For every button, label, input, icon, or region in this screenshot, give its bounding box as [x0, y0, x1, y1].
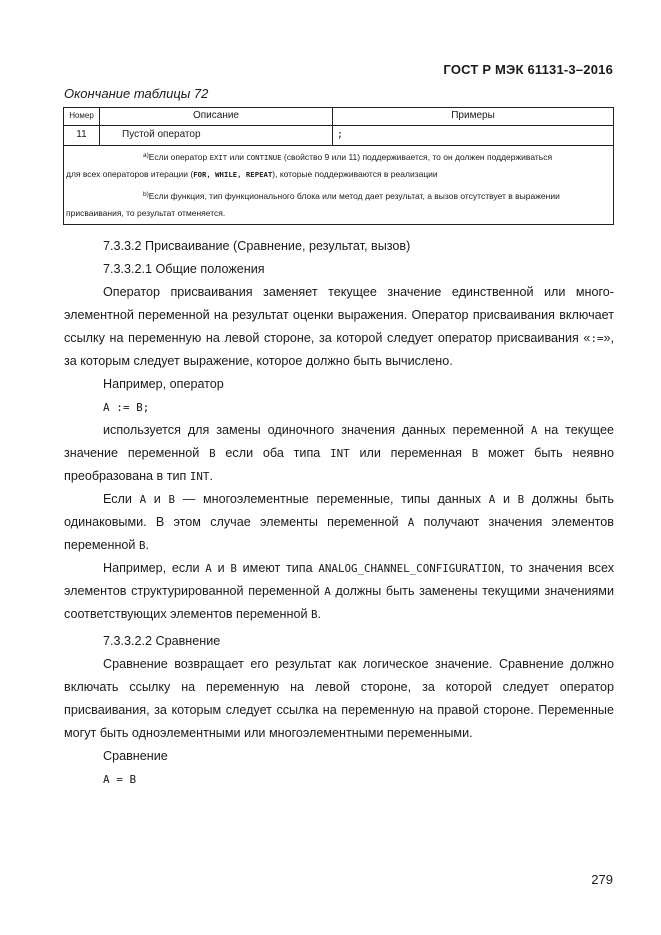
- code-span: B: [168, 493, 176, 506]
- text-span: или переменная: [349, 446, 472, 460]
- footnote-b-text: Если функция, тип функционального блока или метод дает результат, а вызов отсутствует в выражении: [148, 191, 560, 201]
- code-span: A: [205, 562, 212, 575]
- document-id: ГОСТ Р МЭК 61131-3–2016: [443, 62, 613, 77]
- row-example: ;: [337, 129, 344, 140]
- code-span: B: [209, 447, 216, 460]
- text-span: Например, если: [103, 561, 206, 575]
- table-header-row: [64, 108, 613, 126]
- code-span: B: [311, 608, 318, 621]
- header-description: Описание: [100, 108, 333, 125]
- text-span: и: [495, 492, 518, 506]
- paragraph: [64, 557, 614, 626]
- footnote-a-code-exit: EXIT: [209, 153, 228, 162]
- row-number: 11: [64, 126, 100, 145]
- code-span: B: [517, 493, 525, 506]
- table-72: [63, 107, 614, 225]
- footnote-a-text: для всех операторов итерации (: [66, 169, 194, 179]
- footnote-a-code-loops: FOR, WHILE, REPEAT: [193, 170, 273, 179]
- paragraph: [64, 281, 614, 373]
- main-text: [64, 235, 614, 791]
- code-span: INT: [330, 447, 350, 460]
- row-description: Пустой оператор: [100, 126, 333, 145]
- text-span: используется для замены одиночного значения данных переменной: [103, 423, 531, 437]
- footnote-a-text: ), которые поддерживаются в реализации: [272, 169, 438, 179]
- paragraph: [64, 419, 614, 488]
- footnote-b-cont: присваивания, то результат отменяется.: [66, 208, 226, 218]
- text-span: может быть неявно преобразована в тип: [64, 446, 614, 483]
- code-span: B: [230, 562, 237, 575]
- code-span: A: [488, 493, 496, 506]
- code-span: A: [324, 585, 331, 598]
- section-heading-73321: 7.3.3.2.1 Общие положения: [103, 262, 265, 276]
- code-span: A: [407, 516, 415, 529]
- code-span: B: [138, 539, 146, 552]
- footnote-a-cont: [66, 166, 560, 183]
- text-span: .: [209, 469, 213, 483]
- code-span: :=: [590, 332, 604, 345]
- text-span: .: [145, 538, 149, 552]
- footnote-a: [66, 147, 560, 166]
- text-span: , то значения всех элементов структурированной переменной: [64, 561, 614, 598]
- code-span: A: [139, 493, 147, 506]
- text-span: и: [211, 561, 231, 575]
- footnote-b: [66, 186, 560, 205]
- text-span: на текущее значение переменной: [64, 423, 614, 460]
- footnotes-block: [66, 147, 560, 222]
- footnote-a-text: Если оператор: [148, 152, 210, 162]
- paragraph: Сравнение возвращает его результат как логическое значение. Сравнение должно включать ссылку на переменную на левой стороне, за которой следует оператор присваивания, за которым следует ссылка на переменную на правой стороне. Переменные могут быть одноэлементными или многоэлементными переменными.: [64, 657, 614, 740]
- text-span: Если: [103, 492, 140, 506]
- footnote-b-marker: b): [143, 191, 149, 198]
- text-span: Оператор присваивания заменяет текущее значение единственной или многоэлементной переменной на результат оценки выражения. Оператор присваивания включает ссылку на переменную на левой стороне, за которой следует оператор присваивания «: [64, 285, 614, 345]
- code-line: A = B: [103, 773, 137, 786]
- code-span: A: [530, 424, 538, 437]
- text-span: если оба типа: [215, 446, 331, 460]
- code-span: ANALOG_CHANNEL_CONFIGURATION: [318, 562, 501, 575]
- header-examples: Примеры: [451, 110, 495, 121]
- footnote-a-text: или: [227, 152, 247, 162]
- page-number: 279: [591, 872, 613, 887]
- paragraph: Например, оператор: [103, 377, 224, 391]
- table-footnotes: [64, 146, 613, 224]
- text-span: имеют типа: [236, 561, 319, 575]
- section-heading-73322: 7.3.3.2.2 Сравнение: [103, 634, 221, 648]
- paragraph: Сравнение: [103, 749, 168, 763]
- footnote-a-text: (свойство 9 или 11) поддерживается, то он должен поддерживаться: [281, 152, 553, 162]
- text-span: .: [317, 607, 322, 621]
- paragraph: [64, 488, 614, 557]
- footnote-a-marker: a): [143, 152, 149, 159]
- text-span: должны быть одинаковыми. В этом случае элементы переменной: [64, 492, 614, 529]
- code-span: INT: [189, 470, 210, 483]
- text-span: получают значения элементов переменной: [64, 515, 614, 552]
- header-number: Номер: [64, 108, 100, 125]
- text-span: и: [146, 492, 169, 506]
- table-continuation-label: Окончание таблицы 72: [64, 86, 209, 101]
- code-span: B: [471, 447, 479, 460]
- footnote-a-code-continue: CONTINUE: [246, 153, 282, 162]
- text-span: должны быть заменены текущими значениями соответствующих элементов переменной: [64, 584, 614, 621]
- code-line: A := B;: [103, 401, 150, 414]
- section-heading-7332: 7.3.3.2 Присваивание (Сравнение, результат, вызов): [103, 239, 411, 253]
- table-row: [64, 126, 613, 146]
- text-span: — многоэлементные переменные, типы данных: [175, 492, 489, 506]
- text-span: », за которым следует выражение, которое должно быть вычислено.: [64, 331, 614, 368]
